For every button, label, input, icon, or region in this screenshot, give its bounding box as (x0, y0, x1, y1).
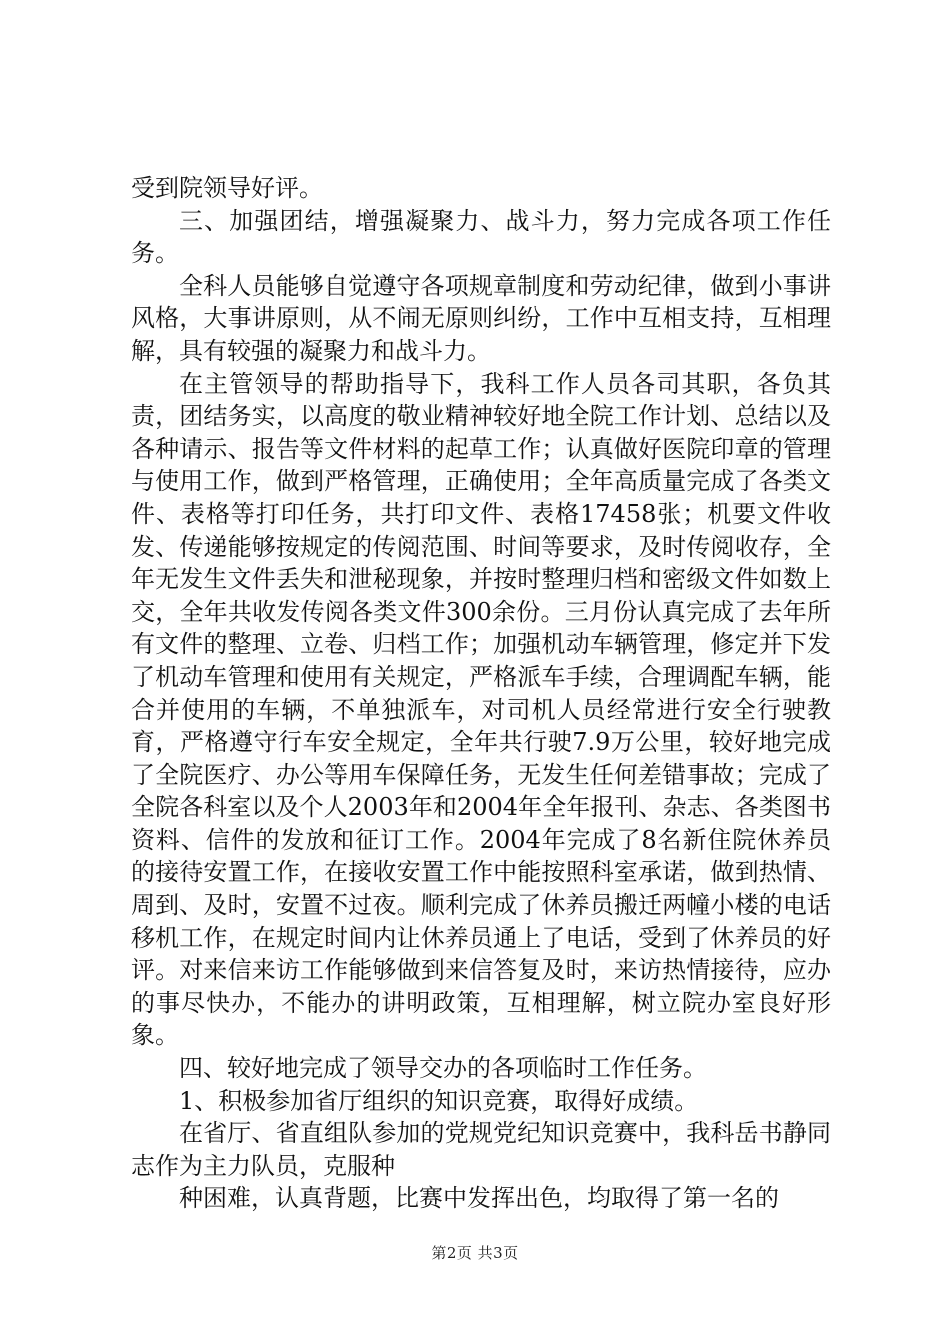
body-text (131, 172, 831, 1215)
paragraph-6: 1、积极参加省厅组织的知识竞赛，取得好成绩。 (179, 1086, 699, 1115)
paragraph-7: 在省厅、省直组队参加的党规党纪知识竞赛中，我科岳书静同志作为主力队员，克服种 (131, 1119, 831, 1180)
paragraph-3: 全科人员能够自觉遵守各项规章制度和劳动纪律，做到小事讲风格，大事讲原则，从不闹无原则纠纷，工作中互相支持，互相理解，具有较强的凝聚力和战斗力。 (131, 271, 831, 365)
paragraph-2: 三、加强团结，增强凝聚力、战斗力，努力完成各项工作任务。 (131, 206, 831, 268)
page-number-footer: 第2页 共3页 (431, 1244, 519, 1262)
paragraph-5: 四、较好地完成了领导交办的各项临时工作任务。 (179, 1054, 707, 1083)
paragraph-8: 种困难，认真背题，比赛中发挥出色，均取得了第一名的 (179, 1184, 779, 1213)
paragraph-1: 受到院领导好评。 (131, 174, 323, 202)
paragraph-4: 在主管领导的帮助指导下，我科工作人员各司其职，各负其责，团结务实，以高度的敬业精神较好地全院工作计划、总结以及各种请示、报告等文件材料的起草工作；认真做好医院印章的管理与使用工作，做到严格管理，正确使用；全年高质量完成了各类文件、表格等打印任务，共打印文件、表格17458张；机要文件收发、传递能够按规定的传阅范围、时间等要求，及时传阅收存，全年无发生文件丢失和泄秘现象，并按时整理归档和密级文件如数上交，全年共收发传阅各类文件300余份。三月份认真完成了去年所有文件的整理、立卷、归档工作；加强机动车辆管理，修定并下发了机动车管理和使用有关规定，严格派车手续，合理调配车辆，能合并使用的车辆，不单独派车，对司机人员经常进行安全行驶教育，严格遵守行车安全规定，全年共行驶7.9万公里，较好地完成了全院医疗、办公等用车保障任务，无发生任何差错事故；完成了全院各科室以及个人2003年和2004年全年报刊、杂志、各类图书资料、信件的发放和征订工作。2004年完成了8名新住院休养员的接待安置工作，在接收安置工作中能按照科室承诺，做到热情、周到、及时，安置不过夜。顺利完成了休养员搬迁两幢小楼的电话移机工作，在规定时间内让休养员通上了电话，受到了休养员的好评。对来信来访工作能够做到来信答复及时，来访热情接待，应办的事尽快办，不能办的讲明政策，互相理解，树立院办室良好形象。 (131, 369, 831, 1050)
